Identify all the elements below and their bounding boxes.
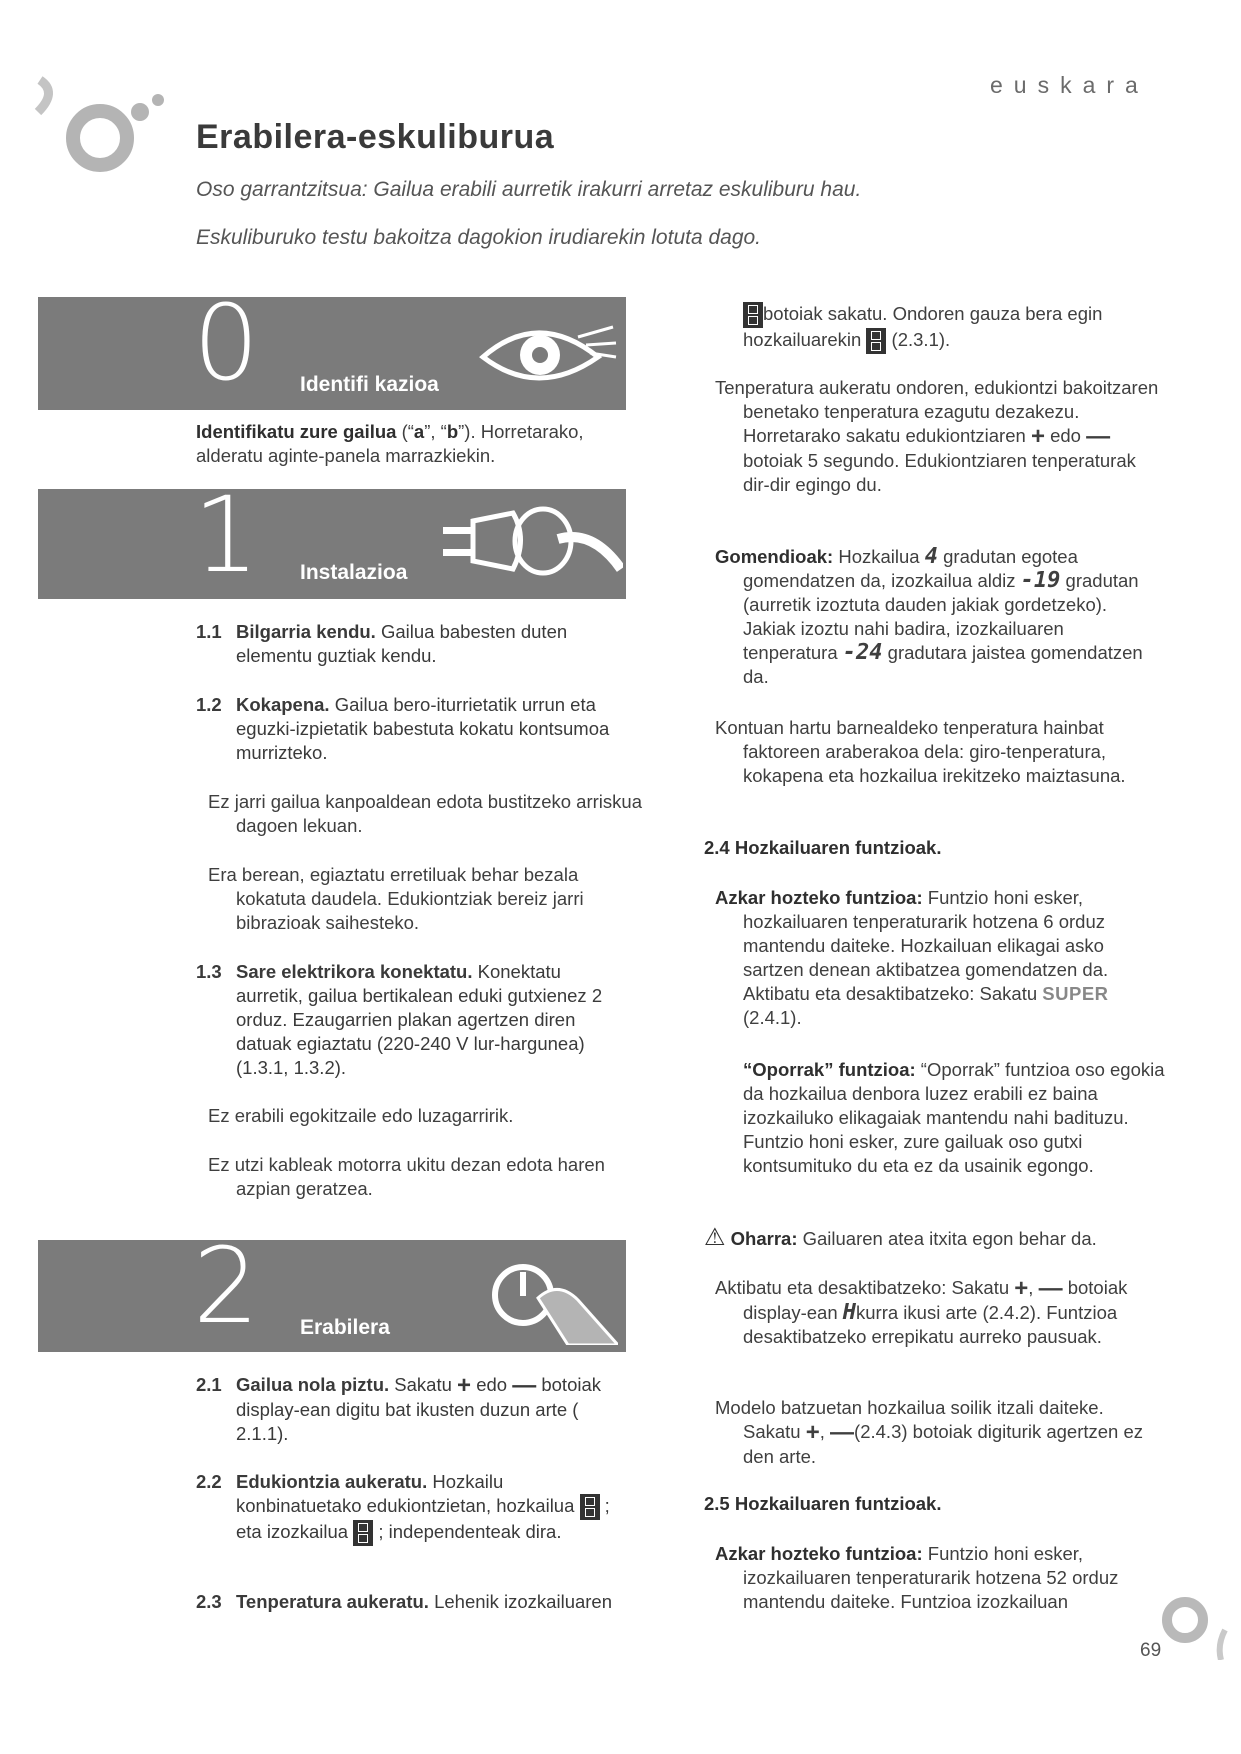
page-title: Erabilera-eskuliburua	[196, 118, 555, 156]
fridge-button-icon	[866, 328, 886, 354]
shelves-note: Era berean, egiaztatu erretiluak behar bezala kokatuta daudela. Edukiontziak bereiz jarri bibrazioak saihesteko.	[208, 864, 584, 933]
step-2-1: 2.1 Gailua nola piztu. Sakatu + edo — botoiak display-ean digitu bat ikusten duzun arte ( 2.1.1).	[196, 1372, 602, 1444]
section-banner-installation	[38, 474, 626, 599]
plus-button-icon: +	[1030, 423, 1045, 450]
step-1-2: 1.2 Kokapena. Gailua bero-iturrietatik urrun eta eguzki-izpietatik babestuta kokatu kontsumoa murrizteko.	[196, 694, 610, 763]
brand-logo-icon	[30, 70, 170, 180]
minus-button-icon: —	[1038, 1275, 1063, 1302]
step-1-1: 1.1 Bilgarria kendu. Gailua babesten duten elementu guztiak kendu.	[196, 621, 568, 666]
display-digit-4: 4	[924, 544, 938, 569]
display-digit-minus-19: -19	[1020, 568, 1061, 593]
language-label: euskara	[990, 72, 1149, 98]
super-button-label: SUPER	[1042, 983, 1109, 1004]
decorative-circle-icon	[1155, 1590, 1235, 1660]
section-label: Erabilera	[300, 1316, 390, 1339]
warning-triangle-icon: ⚠	[704, 1224, 726, 1251]
section-number: 1	[193, 474, 260, 596]
power-button-touch-icon	[478, 1250, 618, 1345]
heading-2-4: 2.4 Hozkailuaren funtzioak.	[704, 837, 942, 858]
section-label: Identifi kazioa	[300, 373, 439, 396]
plus-button-icon: +	[457, 1372, 472, 1399]
display-letter-h: H	[842, 1300, 857, 1325]
identification-paragraph: Identifikatu zure gailua (“a”, “b”). Horretarako, alderatu aginte-panela marrazkiekin.	[196, 421, 584, 466]
display-digit-minus-24: -24	[842, 640, 883, 665]
section-number: 0	[193, 282, 260, 404]
freezer-buttons-paragraph: botoiak sakatu. Ondoren gauza bera egin hozkailuarekin (2.3.1).	[743, 302, 1123, 354]
fast-cooling-paragraph: Azkar hozteko funtzioa: Funtzio honi esker, hozkailuaren tenperaturarik hotzena 6 orduz mantendu daiteke. Hozkailuan elikagai asko sartzen denean aktibatzea gomendatzen da. Aktibatu eta desaktibatzeko: Sakatu SUPER (2.4.1).	[715, 887, 1109, 1028]
section-label: Instalazioa	[300, 561, 408, 584]
temperature-check-paragraph: Tenperatura aukeratu ondoren, edukiontzi bakoitzaren benetako tenperatura ezagutu dezakezu. Horretarako sakatu edukiontziaren + edo — botoiak 5 segundo. Edukiontziaren tenperaturak dir-dir egingo du.	[715, 377, 1159, 495]
note-paragraph: ⚠ Oharra: Gailuaren atea itxita egon behar da.	[704, 1224, 1097, 1251]
recommendations-paragraph: Gomendioak: Hozkailua 4 gradutan egotea gomendatzen da, izozkailua aldiz -19 gradutan (aurretik izoztuta dauden jakiak gordetzeko). Jakiak izoztu nahi badira, izozkailuaren tenperatura -24 gradutara jaistea gomendatzen da.	[715, 544, 1143, 687]
section-banner-usage	[38, 1225, 626, 1352]
minus-button-icon: —	[830, 1419, 855, 1446]
page-number: 69	[1140, 1640, 1162, 1661]
freezer-fast-cooling-paragraph: Azkar hozteko funtzioa: Funtzio honi esker, izozkailuaren tenperaturarik hotzena 52 orduz mantendu daiteke. Funtzioa izozkailuan	[715, 1543, 1119, 1612]
activate-holiday-paragraph: Aktibatu eta desaktibatzeko: Sakatu +, — botoiak display-ean Hkurra ikusi arte (2.4.2). Funtzioa desaktibatzeko errepikatu aurreko pausuak.	[715, 1275, 1128, 1347]
subtitle-important: Oso garrantzitsua: Gailua erabili aurretik irakurri arretaz eskuliburu hau.	[196, 178, 862, 201]
step-2-3: 2.3 Tenperatura aukeratu. Lehenik izozkailuaren	[196, 1591, 613, 1612]
plus-button-icon: +	[805, 1419, 820, 1446]
holiday-function-paragraph: “Oporrak” funtzioa: “Oporrak” funtzioa oso egokia da hozkailua denbora luzez erabili ez baina izozkailuko elikagaiak mantendu nahi badituzu. Funtzio honi esker, zure gailuak oso gutxi kontsumituko du eta ez da usainik egongo.	[743, 1059, 1165, 1176]
warning-outdoor: Ez jarri gailua kanpoaldean edota bustitzeko arriskua dagoen lekuan.	[208, 791, 642, 836]
step-1-3: 1.3 Sare elektrikora konektatu. Konektatu aurretik, gailua bertikalean eduki gutxienez 2 orduz. Ezaugarrien plakan agertzen diren datuak egiaztatu (220-240 V lur-hargunea) (1.3.1, 1.3.2).	[196, 961, 603, 1078]
adapter-warning: Ez erabili egokitzaile edo luzagarririk.	[208, 1105, 514, 1126]
ambient-factors-paragraph: Kontuan hartu barnealdeko tenperatura hainbat faktoreen araberakoa dela: giro-tenperatura, kokapena eta hozkailua irekitzeko maiztasuna.	[715, 717, 1126, 786]
freezer-button-icon	[743, 302, 763, 328]
section-banner-identification	[38, 282, 626, 410]
fridge-button-icon	[580, 1494, 600, 1520]
plus-button-icon: +	[1014, 1275, 1029, 1302]
minus-button-icon: —	[512, 1372, 537, 1399]
freezer-button-icon	[353, 1520, 373, 1546]
section-number: 2	[193, 1225, 260, 1347]
power-plug-icon	[443, 499, 623, 589]
step-2-2: 2.2 Edukiontzia aukeratu. Hozkailu konbinatuetako edukiontzietan, hozkailua ; eta izozkailua ; independenteak dira.	[196, 1470, 626, 1546]
cable-warning: Ez utzi kableak motorra ukitu dezan edota haren azpian geratzea.	[208, 1154, 605, 1199]
heading-2-5: 2.5 Hozkailuaren funtzioak.	[704, 1493, 942, 1514]
subtitle-note: Eskuliburuko testu bakoitza dagokion irudiarekin lotuta dago.	[196, 226, 762, 249]
fridge-off-paragraph: Modelo batzuetan hozkailua soilik itzali daiteke. Sakatu +, —(2.4.3) botoiak digiturik agertzen ez den arte.	[715, 1397, 1144, 1467]
minus-button-icon: —	[1086, 423, 1111, 450]
eye-icon	[478, 309, 618, 399]
